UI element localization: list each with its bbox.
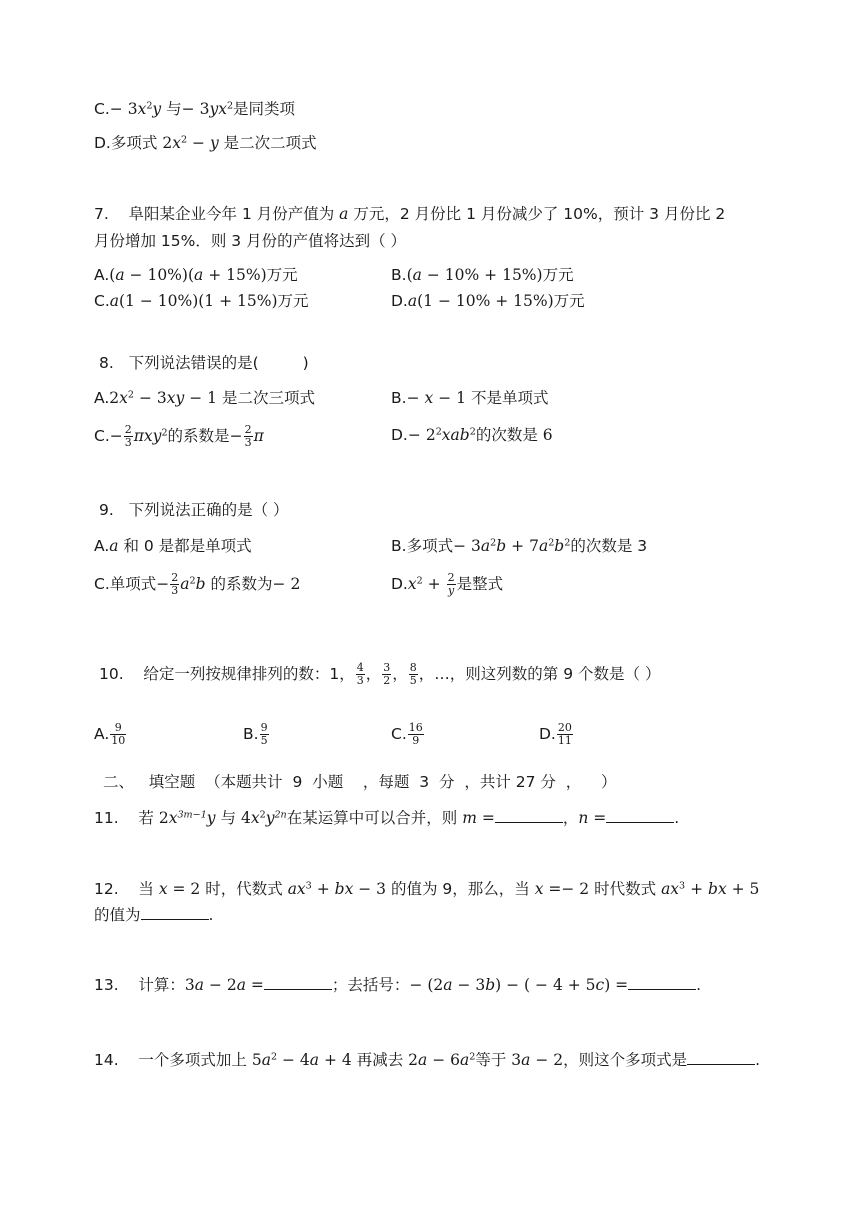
q8-option-d: $D.- 2^2xab^2$的次数是 6 bbox=[391, 426, 553, 444]
q8-option-c: C.− $\frac{2}{3}$ πxy$^2$的系数是− $\frac{2}{3}$ π bbox=[94, 423, 264, 449]
q13-number: 13. bbox=[94, 976, 119, 994]
q9-option-c-text: 的系数为 bbox=[210, 575, 273, 593]
q11-mid2: 在某运算中可以合并，则 bbox=[286, 809, 458, 827]
q8-stem-end: ) bbox=[302, 354, 309, 372]
q13-pre: 计算： bbox=[138, 976, 185, 994]
q7-option-a: A.(a − 10%)(a + 15%)万元 bbox=[94, 266, 298, 284]
q7-option-c: C.a(1 − 10%)(1 + 15%)万元 bbox=[94, 292, 309, 310]
q12-number: 12. bbox=[94, 880, 119, 898]
q11-mid1: 与 bbox=[220, 809, 237, 827]
q8-option-a: $A.2x^2 - 3xy - 1$ 是二次三项式 bbox=[94, 389, 315, 407]
q11-stem: 11. 若 $2x^{3m-1}y$ 与 $4x^2y^{2n}$在某运算中可以合并，则 m = ，n = . bbox=[94, 809, 680, 827]
q8-option-b: B.− x − 1 不是单项式 bbox=[391, 389, 549, 407]
q9-option-d-text: 是整式 bbox=[456, 575, 504, 593]
q10-option-b: B. $\frac{9}{5}$ bbox=[243, 721, 268, 747]
q11-answer-blank-m[interactable] bbox=[495, 807, 563, 823]
q7-stem-line1: 7. 阜阳某企业今年 1 月份产值为 a 万元，2 月份比 1 月份减少了 10%，预计 3 月份比 2 bbox=[94, 205, 726, 223]
q14-mid2: 等于 bbox=[475, 1051, 507, 1069]
section-heading-fill-in: 二、 填空题 （本题共计 9 小题 ，每题 3 分 ，共计 27 分 ， ） bbox=[103, 773, 617, 791]
q7-option-b-unit: 万元 bbox=[542, 266, 574, 284]
q7-option-d: D.a(1 − 10% + 15%)万元 bbox=[391, 292, 585, 310]
q6-option-c: $C.- 3x^2y$ 与− $3yx^2$是同类项 bbox=[94, 100, 296, 118]
q10-option-a: A. $\frac{9}{10}$ bbox=[94, 721, 126, 747]
q7-stem-a: 阜阳某企业今年 1 月份产值为 bbox=[128, 205, 335, 223]
q7-stem-b: 万元，2 月份比 1 月份减少了 10%，预计 3 月份比 2 bbox=[353, 205, 726, 223]
q7-option-a-unit: 万元 bbox=[266, 266, 298, 284]
q10-stem-text: 给定一列按规律排列的数：1， bbox=[143, 665, 355, 683]
q12-stem-line2: 的值为 . bbox=[94, 906, 214, 924]
q8-stem bbox=[99, 352, 309, 374]
q13-stem: 13. 计算：3a − 2a = ；去括号：− (2a − 3b) − ( − 4 + 5c) = . bbox=[94, 976, 702, 994]
q12-mid3: 时代数式 bbox=[594, 880, 657, 898]
q13-answer-blank-2[interactable] bbox=[628, 974, 696, 990]
q10-stem-end: …，则这列数的第 9 个数是（ ） bbox=[434, 665, 661, 683]
q7-number: 7. bbox=[94, 205, 109, 223]
q14-answer-blank[interactable] bbox=[687, 1049, 755, 1065]
q12-stem-line1: 12. 当 x = 2 时，代数式 $ax^3$ + bx − 3 的值为 9，那么，当 x =− 2 时代数式 $ax^3$ + bx + 5 bbox=[94, 880, 760, 898]
q7-option-c-unit: 万元 bbox=[277, 292, 309, 310]
q9-option-c-head: 单项式 bbox=[109, 575, 157, 593]
q12-line2: 的值为 bbox=[94, 906, 141, 924]
q11-answer-blank-n[interactable] bbox=[606, 807, 674, 823]
q12-answer-blank[interactable] bbox=[141, 904, 209, 920]
q9-stem bbox=[99, 499, 289, 521]
q6-option-d-head: 多项式 bbox=[110, 134, 158, 152]
q14-mid1: 再减去 bbox=[356, 1051, 404, 1069]
q8-option-d-text: 的次数是 bbox=[475, 426, 538, 444]
q8-option-b-text: 不是单项式 bbox=[470, 389, 549, 407]
q9-option-c: C.单项式− $\frac{2}{3}$ $a^2b$ 的系数为− 2 bbox=[94, 571, 301, 597]
q9-number: 9. bbox=[99, 501, 114, 519]
q12-mid1: 时，代数式 bbox=[205, 880, 283, 898]
q13-mid: ；去括号： bbox=[331, 976, 410, 994]
q7-stem-line2: 月份增加 15%．则 3 月份的产值将达到（ ） bbox=[94, 232, 407, 250]
q6-option-d: D.多项式 $2x^2 - y$ 是二次二项式 bbox=[94, 134, 317, 152]
q14-mid3: ，则这个多项式是 bbox=[563, 1051, 688, 1069]
q10-number: 10. bbox=[99, 665, 124, 683]
q10-stem: 10. 给定一列按规律排列的数：1， $\frac{4}{3}$ ， $\frac{3}{2}$ ， $\frac{8}{5}$ ，…，则这列数的第 9 个数是（ ） bbox=[99, 661, 661, 687]
q9-stem-text: 下列说法正确的是（ ） bbox=[128, 501, 289, 519]
q9-option-a: A.a 和 0 是都是单项式 bbox=[94, 537, 252, 555]
q9-option-b: B.多项式− $3a^2b + 7a^2b^2$的次数是 3 bbox=[391, 537, 648, 555]
q9-option-d: $D.x^2$ + $\frac{2}{y}$ 是整式 bbox=[391, 571, 504, 597]
q10-option-c: C. $\frac{16}{9}$ bbox=[391, 721, 423, 747]
q14-number: 14. bbox=[94, 1051, 119, 1069]
q10-option-d: D. $\frac{20}{11}$ bbox=[539, 721, 572, 747]
q8-number: 8. bbox=[99, 354, 114, 372]
q7-option-b: B.(a − 10% + 15%)万元 bbox=[391, 266, 574, 284]
q11-pre: 若 bbox=[138, 809, 154, 827]
q9-option-a-text: 和 0 是都是单项式 bbox=[123, 537, 252, 555]
q12-pre: 当 bbox=[138, 880, 154, 898]
q8-option-a-text: 是二次三项式 bbox=[221, 389, 315, 407]
q14-stem: 14. 一个多项式加上 $5a^2 - 4a + 4$ 再减去 $2a - 6a^2$等于 3a − 2，则这个多项式是 . bbox=[94, 1051, 761, 1069]
q8-stem-text: 下列说法错误的是( bbox=[128, 354, 259, 372]
q11-number: 11. bbox=[94, 809, 119, 827]
q9-option-b-text: 的次数是 3 bbox=[570, 537, 648, 555]
q14-pre: 一个多项式加上 bbox=[138, 1051, 247, 1069]
q7-option-d-unit: 万元 bbox=[553, 292, 585, 310]
q6-option-c-text: 是同类项 bbox=[233, 100, 296, 118]
q12-mid2: 的值为 9，那么，当 bbox=[390, 880, 530, 898]
q13-answer-blank-1[interactable] bbox=[264, 974, 332, 990]
q8-option-c-text: 的系数是 bbox=[167, 427, 230, 445]
q6-option-d-text: 是二次二项式 bbox=[223, 134, 317, 152]
q9-option-b-head: 多项式 bbox=[406, 537, 454, 555]
